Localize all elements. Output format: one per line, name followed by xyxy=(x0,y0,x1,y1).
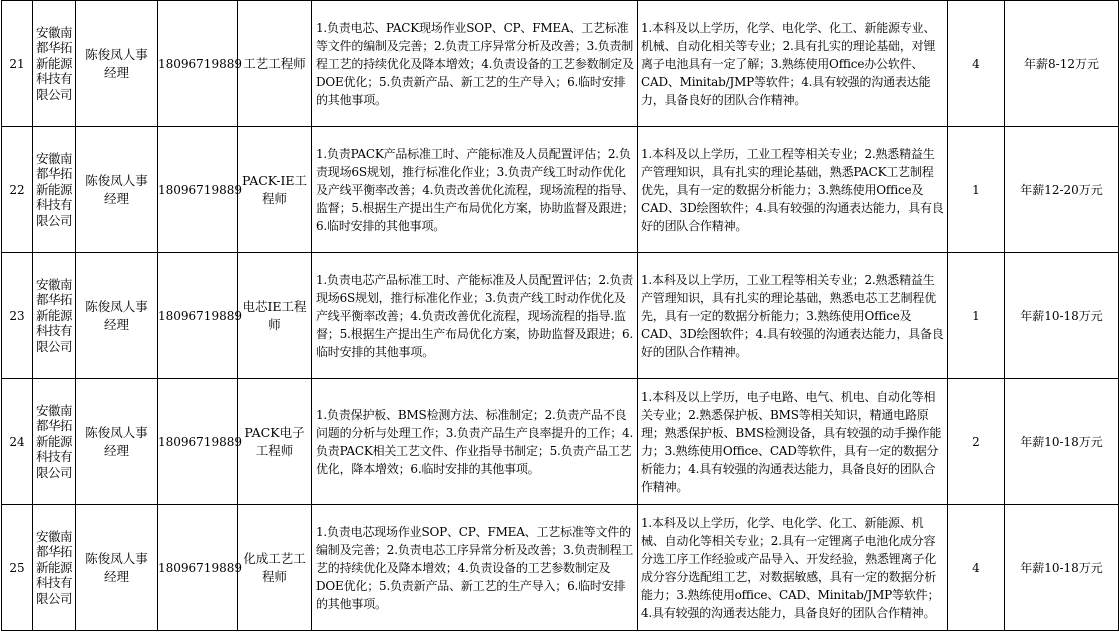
table-row xyxy=(2,505,1119,631)
table-row xyxy=(2,253,1119,379)
company-name: 安徽南都华拓新能源科技有限公司 xyxy=(33,1,76,127)
row-number: 23 xyxy=(2,253,33,379)
table-body xyxy=(2,1,1119,631)
contact-person: 陈俊凤人事经理 xyxy=(76,505,158,631)
contact-phone: 18096719889 xyxy=(158,253,238,379)
job-requirements: 1.本科及以上学历，工业工程等相关专业；2.熟悉精益生产管理知识，具有扎实的理论基础，熟悉电芯工艺制程优先，具有一定的数据分析能力；3.熟练使用Office及CAD、3D绘图软件；4.具有较强的沟通表达能力，具备良好的团队合作精神。 xyxy=(638,253,948,379)
salary: 年薪10-18万元 xyxy=(1005,505,1119,631)
salary: 年薪10-18万元 xyxy=(1005,253,1119,379)
headcount: 2 xyxy=(948,379,1005,505)
row-number: 24 xyxy=(2,379,33,505)
headcount: 4 xyxy=(948,1,1005,127)
row-number: 22 xyxy=(2,127,33,253)
contact-phone: 18096719889 xyxy=(158,379,238,505)
job-duties: 1.负责电芯现场作业SOP、CP、FMEA、工艺标准等文件的编制及完善；2.负责电芯工序异常分析及改善；3.负责制程工艺的持续优化及降本增效；4.负责设备的工艺参数制定及DOE优化；5.负责新产品、新工艺的生产导入；6.临时安排的其他事项。 xyxy=(312,505,638,631)
contact-person: 陈俊凤人事经理 xyxy=(76,379,158,505)
position-title: 化成工艺工程师 xyxy=(238,505,312,631)
job-duties: 1.负责PACK产品标准工时、产能标准及人员配置评估；2.负责现场6S规划，推行标准化作业；3.负责产线工时动作优化及产线平衡率改善；4.负责改善优化流程，现场流程的指导、监督；5.根据生产提出生产布局优化方案，协助监督及跟进；6.临时安排的其他事项。 xyxy=(312,127,638,253)
headcount: 1 xyxy=(948,127,1005,253)
position-title: 电芯IE工程师 xyxy=(238,253,312,379)
table-row xyxy=(2,127,1119,253)
position-title: 工艺工程师 xyxy=(238,1,312,127)
job-requirements: 1.本科及以上学历，工业工程等相关专业；2.熟悉精益生产管理知识，具有扎实的理论基础，熟悉PACK工艺制程优先，具有一定的数据分析能力；3.熟练使用Office及CAD、3D绘图软件；4.具有较强的沟通表达能力，具有良好的团队合作精神。 xyxy=(638,127,948,253)
row-number: 21 xyxy=(2,1,33,127)
job-requirements: 1.本科及以上学历，电子电路、电气、机电、自动化等相关专业；2.熟悉保护板、BMS等相关知识，精通电路原理；熟悉保护板、BMS检测设备，具有较强的动手操作能力；3.熟练使用Office、CAD等软件，具有一定的数据分析能力；4.具有较强的沟通表达能力，具备良好的团队合作精神。 xyxy=(638,379,948,505)
headcount: 1 xyxy=(948,253,1005,379)
job-requirements: 1.本科及以上学历，化学、电化学、化工、新能源、机械、自动化等相关专业；2.具有一定锂离子电池化成分容分选工序工作经验或产品导入、开发经验，熟悉锂离子化成分容分选配组工艺，对数据敏感，具有一定的数据分析能力；3.熟练使用office、CAD、Minitab/JMP等软件；4.具有较强的沟通表达能力，具备良好的团队合作精神。 xyxy=(638,505,948,631)
contact-person: 陈俊凤人事经理 xyxy=(76,1,158,127)
headcount: 4 xyxy=(948,505,1005,631)
contact-phone: 18096719889 xyxy=(158,1,238,127)
table-row xyxy=(2,1,1119,127)
contact-person: 陈俊凤人事经理 xyxy=(76,253,158,379)
row-number: 25 xyxy=(2,505,33,631)
job-duties: 1.负责保护板、BMS检测方法、标准制定；2.负责产品不良问题的分析与处理工作；3.负责产品生产良率提升的工作；4.负责PACK相关工艺文件、作业指导书制定；5.负责产品工艺优化，降本增效；6.临时安排的其他事项。 xyxy=(312,379,638,505)
salary: 年薪12-20万元 xyxy=(1005,127,1119,253)
job-listing-table xyxy=(1,0,1119,631)
company-name: 安徽南都华拓新能源科技有限公司 xyxy=(33,127,76,253)
salary: 年薪10-18万元 xyxy=(1005,379,1119,505)
job-requirements: 1.本科及以上学历，化学、电化学、化工、新能源专业、机械、自动化相关等专业；2.具有扎实的理论基础，对锂离子电池具有一定了解；3.熟练使用Office办公软件、CAD、Minitab/JMP等软件；4.具有较强的沟通表达能力，具备良好的团队合作精神。 xyxy=(638,1,948,127)
company-name: 安徽南都华拓新能源科技有限公司 xyxy=(33,253,76,379)
company-name: 安徽南都华拓新能源科技有限公司 xyxy=(33,379,76,505)
company-name: 安徽南都华拓新能源科技有限公司 xyxy=(33,505,76,631)
job-duties: 1.负责电芯产品标准工时、产能标准及人员配置评估；2.负责现场6S规划，推行标准化作业；3.负责产线工时动作优化及产线平衡率改善；4.负责改善优化流程，现场流程的指导.监督；5.根据生产提出生产布局优化方案，协助监督及跟进；6.临时安排的其他事项。 xyxy=(312,253,638,379)
salary: 年薪8-12万元 xyxy=(1005,1,1119,127)
position-title: PACK-IE工程师 xyxy=(238,127,312,253)
contact-phone: 18096719889 xyxy=(158,127,238,253)
contact-person: 陈俊凤人事经理 xyxy=(76,127,158,253)
job-duties: 1.负责电芯、PACK现场作业SOP、CP、FMEA、工艺标准等文件的编制及完善；2.负责工序异常分析及改善；3.负责制程工艺的持续优化及降本增效；4.负责设备的工艺参数制定及DOE优化；5.负责新产品、新工艺的生产导入；6.临时安排的其他事项。 xyxy=(312,1,638,127)
contact-phone: 18096719889 xyxy=(158,505,238,631)
table-row xyxy=(2,379,1119,505)
position-title: PACK电子工程师 xyxy=(238,379,312,505)
